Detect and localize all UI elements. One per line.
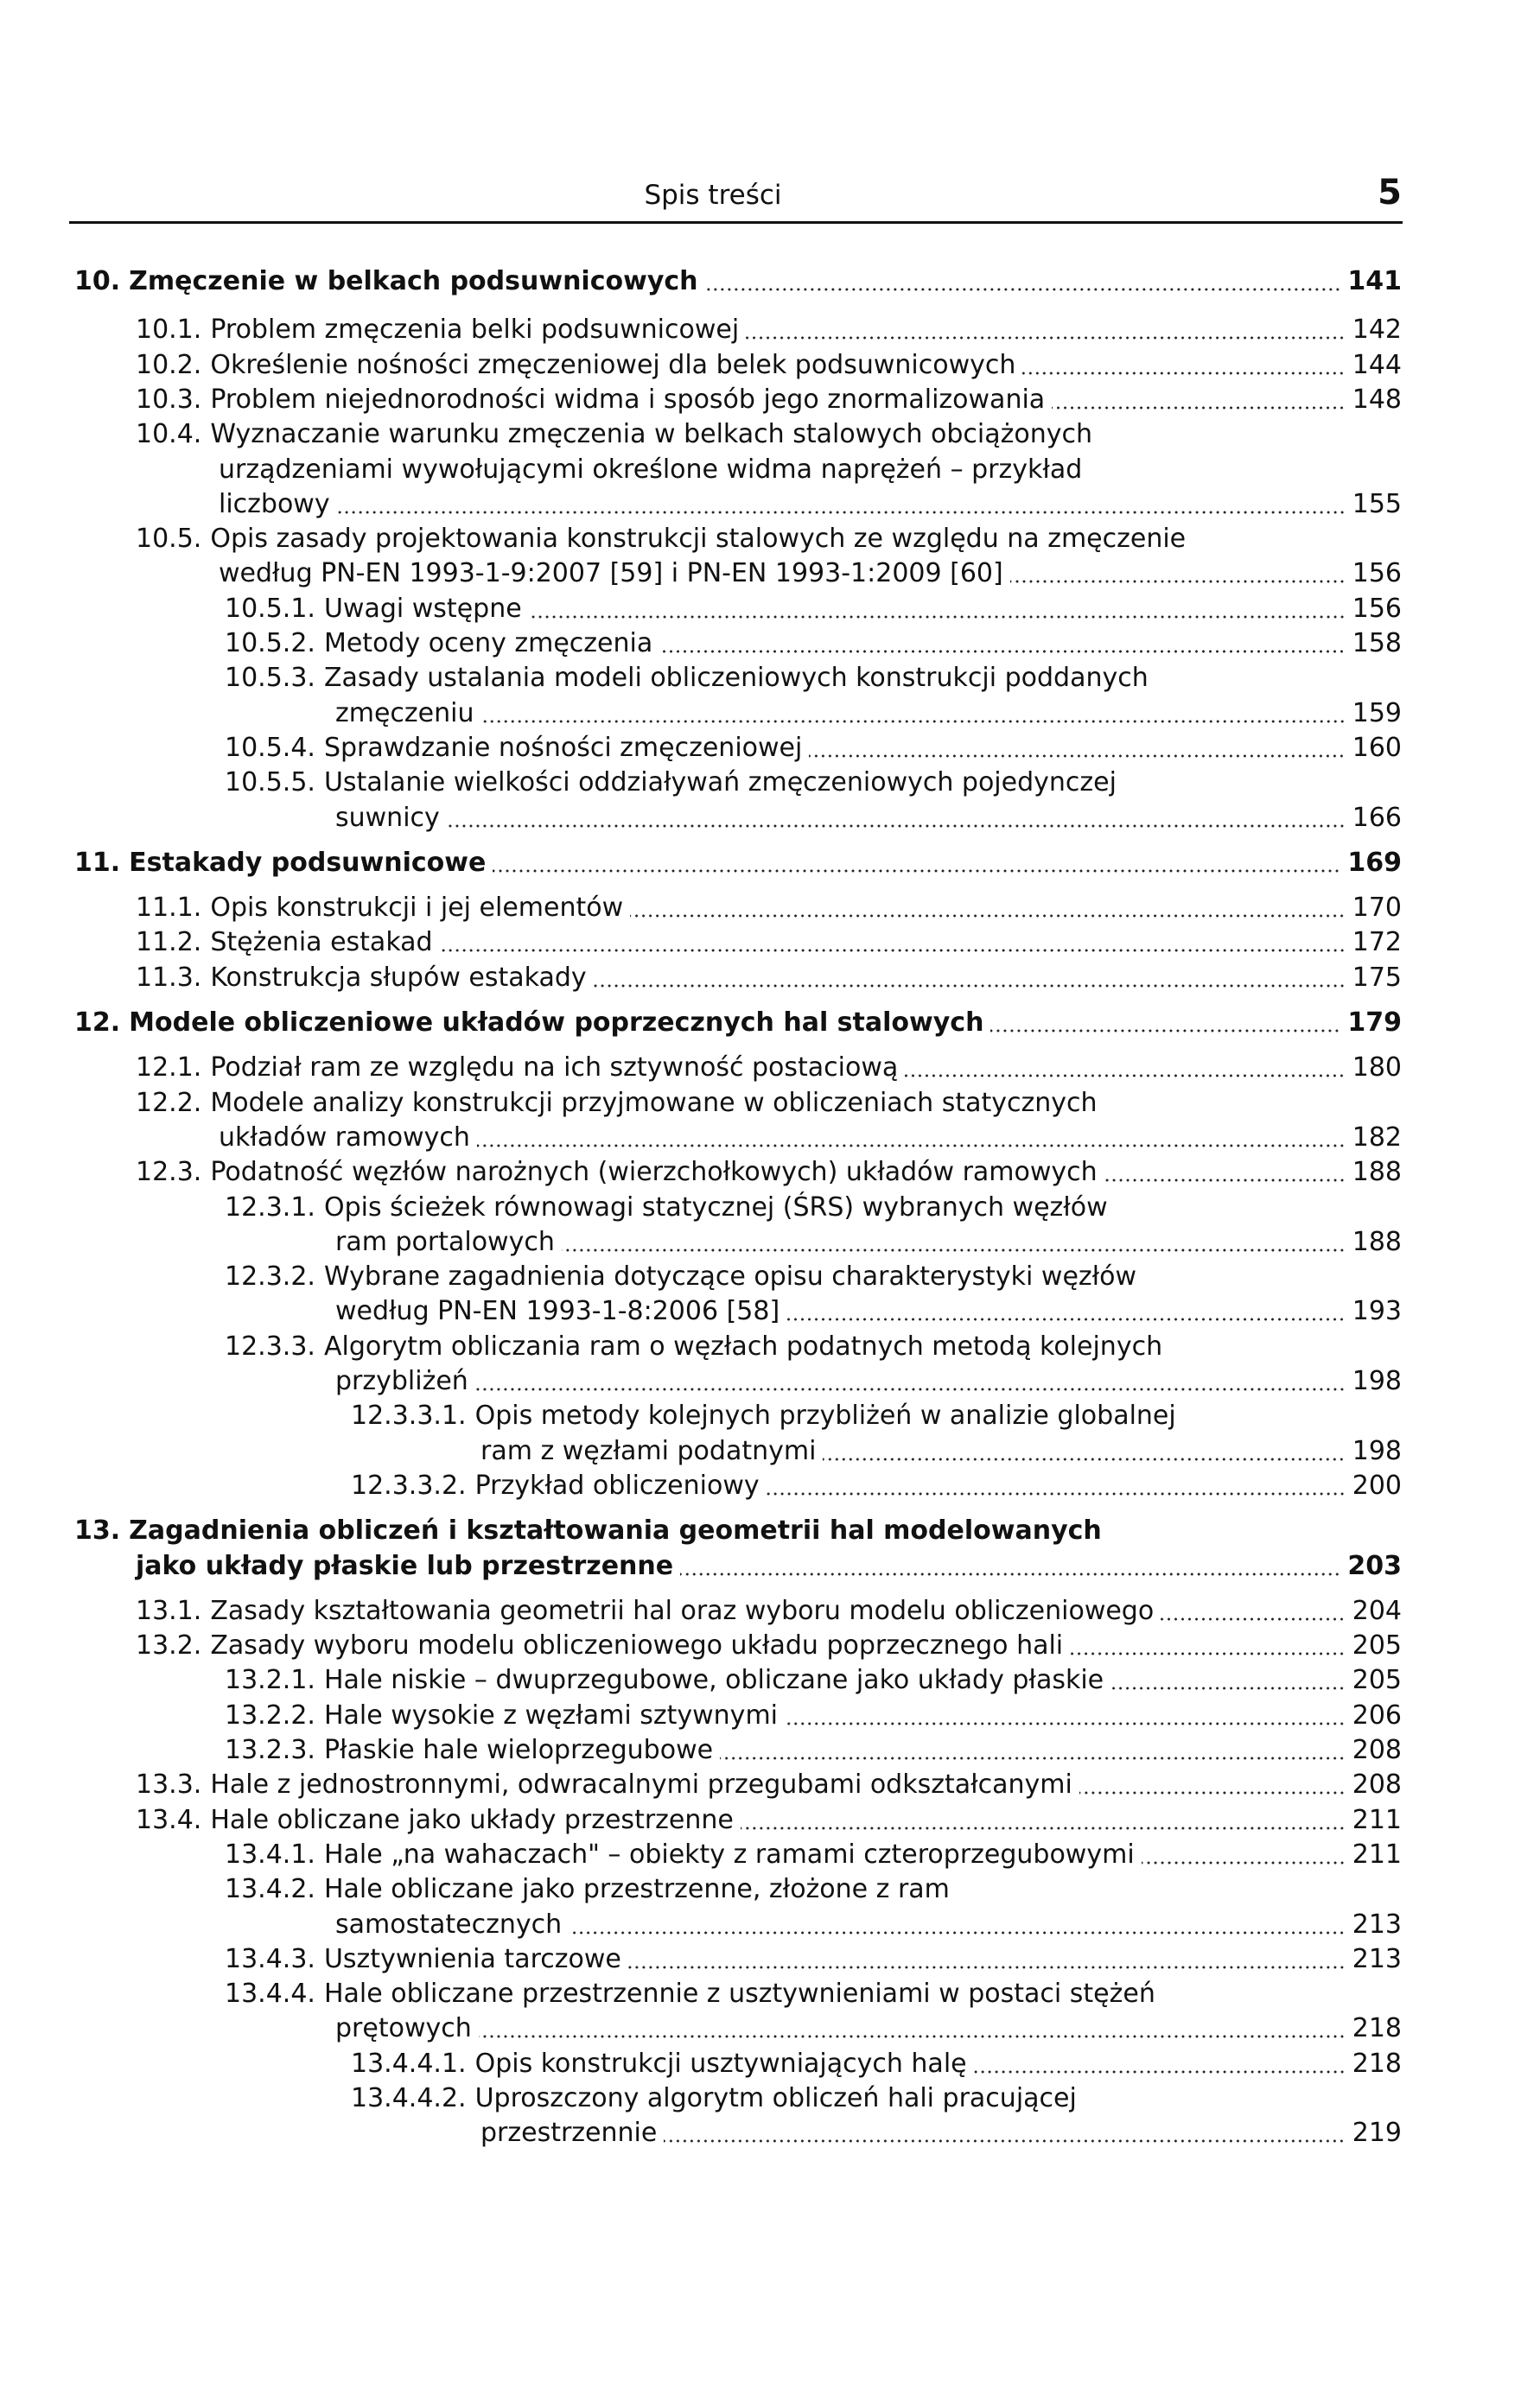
toc-entry-page: 170	[1352, 893, 1402, 924]
toc-entry-number: 12.3.2.	[225, 1261, 315, 1293]
dot-leader	[974, 2070, 1346, 2074]
toc-entry-number: 11.2.	[136, 927, 202, 958]
toc-entry	[225, 766, 1402, 800]
toc-entry	[136, 925, 1402, 960]
toc-entry-title: Sprawdzanie nośności zmęczeniowej	[323, 732, 803, 763]
dot-leader	[786, 1318, 1346, 1321]
toc-entry-number: 12.	[74, 1007, 121, 1038]
dot-leader	[337, 511, 1346, 514]
toc-entry	[335, 696, 1402, 731]
toc-entry-number: 10.	[74, 266, 121, 296]
toc-entry-title: prętowych	[335, 2013, 472, 2044]
toc-entry-title: Konstrukcja słupów estakady	[210, 962, 587, 993]
toc-entry-title: Płaskie hale wieloprzegubowe	[323, 1735, 714, 1765]
toc-entry-title: Metody oceny zmęczenia	[323, 628, 653, 658]
toc-entry	[225, 1260, 1402, 1294]
toc-entry	[480, 1434, 1402, 1469]
toc-entry-page: 156	[1352, 593, 1402, 624]
header-rule	[69, 221, 1403, 224]
toc-entry-page: 148	[1352, 384, 1402, 415]
toc-entry-title: zmęczeniu	[335, 697, 474, 728]
toc-entry-number: 13.2.	[136, 1630, 202, 1661]
toc-entry	[136, 1051, 1402, 1085]
toc-entry-title: Stężenia estakad	[210, 927, 433, 958]
toc-entry-title: Opis konstrukcji usztywniających halę	[474, 2048, 967, 2079]
dot-leader	[705, 288, 1341, 291]
dot-leader	[1022, 372, 1345, 375]
toc-entry-number: 13.4.4.2.	[351, 2083, 467, 2113]
toc-entry-number: 13.4.3.	[225, 1943, 315, 1974]
toc-entry-page: 188	[1352, 1157, 1402, 1188]
dot-leader	[741, 1827, 1346, 1830]
toc-entry	[351, 1469, 1402, 1503]
toc-entry-page: 141	[1347, 266, 1402, 296]
page-number: 5	[1378, 173, 1402, 213]
toc-entry-number: 10.2.	[136, 349, 202, 380]
toc-entry-page: 211	[1352, 1839, 1402, 1870]
toc-entry-title: Opis ścieżek równowagi statycznej (ŚRS) wybranych węzłów	[323, 1191, 1108, 1223]
toc-entry-title: według PN-EN 1993-1-9:2007 [59] i PN-EN 1993-1:2009 [60]	[219, 558, 1003, 589]
toc-entry	[225, 1330, 1402, 1364]
toc-entry	[225, 1838, 1402, 1872]
dot-leader	[628, 1966, 1346, 1969]
toc-entry	[136, 1549, 1402, 1584]
toc-entry	[351, 1399, 1402, 1433]
toc-entry-number: 11.1.	[136, 893, 202, 924]
dot-leader	[493, 869, 1340, 873]
toc-entry	[74, 846, 1402, 880]
toc-entry	[225, 592, 1402, 626]
toc-entry-page: 156	[1352, 558, 1402, 589]
dot-leader	[481, 720, 1346, 723]
toc-entry-title: Uproszczony algorytm obliczeń hali pracującej	[474, 2083, 1077, 2113]
toc-entry-page: 175	[1352, 962, 1402, 993]
toc-entry-title: Wybrane zagadnienia dotyczące opisu charakterystyki węzłów	[323, 1261, 1137, 1293]
toc-entry-page: 205	[1352, 1665, 1402, 1696]
dot-leader	[477, 1144, 1346, 1147]
dot-leader	[1052, 406, 1346, 410]
toc-entry	[351, 2047, 1402, 2081]
toc-entry-title: Hale obliczane przestrzennie z usztywnieniami w postaci stężeń	[323, 1979, 1155, 2010]
toc-entry	[136, 383, 1402, 417]
toc-entry-title: Estakady podsuwnicowe	[129, 847, 487, 878]
toc-entry-title: Zmęczenie w belkach podsuwnicowych	[129, 266, 698, 296]
dot-leader	[1142, 1861, 1346, 1865]
dot-leader	[809, 754, 1345, 758]
toc-entry-page: 198	[1352, 1435, 1402, 1466]
toc-entry	[136, 1629, 1402, 1663]
toc-entry	[136, 1086, 1402, 1121]
toc-entry-number: 12.3.1.	[225, 1191, 315, 1223]
toc-entry-number: 13.4.4.1.	[351, 2048, 467, 2079]
toc-entry	[136, 1155, 1402, 1190]
toc-entry-number: 12.3.3.1.	[351, 1401, 467, 1432]
toc-entry-title: Zasady kształtowania geometrii hal oraz wyboru modelu obliczeniowego	[210, 1595, 1155, 1626]
dot-leader	[680, 1573, 1340, 1576]
toc-entry	[225, 661, 1402, 696]
dot-leader	[720, 1757, 1346, 1760]
toc-entry-number: 13.3.	[136, 1769, 202, 1801]
toc-entry-title: Podatność węzłów narożnych (wierzchołkowych) układów ramowych	[210, 1157, 1098, 1188]
toc-entry-number: 13.4.4.	[225, 1979, 315, 2010]
toc-entry-title: Zasady ustalania modeli obliczeniowych konstrukcji poddanych	[323, 663, 1149, 694]
toc-entry-title: samostatecznych	[335, 1909, 563, 1940]
toc-entry-title: układów ramowych	[219, 1121, 470, 1153]
dot-leader	[447, 824, 1346, 828]
toc-entry	[136, 417, 1402, 452]
toc-entry-page: 198	[1352, 1366, 1402, 1396]
toc-entry-page: 213	[1352, 1909, 1402, 1940]
toc-entry	[74, 1006, 1402, 1040]
toc-entry	[225, 1977, 1402, 2011]
toc-entry-title: Określenie nośności zmęczeniowej dla belek podsuwnicowych	[210, 349, 1016, 380]
dot-leader	[785, 1722, 1346, 1725]
dot-leader	[664, 2139, 1345, 2143]
toc-entry-page: 180	[1352, 1052, 1402, 1083]
toc-entry-page: 188	[1352, 1226, 1402, 1257]
toc-entry-title: Uwagi wstępne	[323, 593, 522, 624]
toc-entry	[225, 1872, 1402, 1907]
toc-entry-title: Algorytm obliczania ram o węzłach podatnych metodą kolejnych	[323, 1331, 1163, 1362]
toc-entry	[335, 1294, 1402, 1329]
dot-leader	[1079, 1791, 1346, 1795]
toc-entry-page: 169	[1347, 847, 1402, 878]
toc-entry-number: 10.5.3.	[225, 663, 315, 694]
toc-entry	[136, 891, 1402, 925]
toc-entry-page: 179	[1347, 1007, 1402, 1038]
toc-entry-number: 12.1.	[136, 1052, 202, 1083]
toc-entry	[74, 264, 1402, 299]
toc-entry	[225, 1663, 1402, 1698]
toc-entry-title: Modele analizy konstrukcji przyjmowane w obliczeniach statycznych	[210, 1087, 1098, 1118]
dot-leader	[1070, 1652, 1346, 1655]
toc-entry-page: 193	[1352, 1296, 1402, 1327]
toc-entry-title: liczbowy	[219, 488, 330, 519]
toc-entry-page: 211	[1352, 1804, 1402, 1835]
toc-entry	[335, 1225, 1402, 1260]
toc-entry-title: Wyznaczanie warunku zmęczenia w belkach stalowych obciążonych	[210, 419, 1092, 450]
toc-entry-title: jako układy płaskie lub przestrzenne	[136, 1550, 674, 1581]
dot-leader	[990, 1029, 1340, 1032]
dot-leader	[1010, 580, 1346, 583]
toc-entry	[136, 313, 1402, 347]
toc-entry	[136, 348, 1402, 383]
toc-entry	[351, 2081, 1402, 2116]
dot-leader	[479, 2035, 1346, 2038]
toc-entry	[136, 1594, 1402, 1629]
toc-entry-number: 11.	[74, 847, 121, 878]
toc-entry-number: 13.2.1.	[225, 1665, 315, 1696]
toc-entry	[219, 487, 1402, 522]
toc-entry-number: 13.4.2.	[225, 1874, 315, 1905]
toc-entry-title: według PN-EN 1993-1-8:2006 [58]	[335, 1296, 780, 1327]
dot-leader	[475, 1388, 1346, 1391]
toc-entry-page: 213	[1352, 1943, 1402, 1974]
dot-leader	[594, 984, 1346, 988]
toc-entry-page: 172	[1352, 927, 1402, 958]
toc-entry-title: Problem zmęczenia belki podsuwnicowej	[210, 315, 740, 346]
toc-entry	[225, 1699, 1402, 1733]
toc-entry	[225, 1191, 1402, 1225]
toc-entry	[335, 1908, 1402, 1942]
toc-entry-title: ram portalowych	[335, 1226, 555, 1257]
toc-entry-title: suwnicy	[335, 802, 440, 833]
running-header-title: Spis treści	[644, 180, 782, 211]
dot-leader	[1104, 1179, 1346, 1182]
toc-entry-number: 13.2.2.	[225, 1700, 315, 1731]
toc-entry	[225, 731, 1402, 766]
toc-entry-page: 219	[1352, 2118, 1402, 2149]
toc-entry-number: 13.4.	[136, 1804, 202, 1835]
toc-entry-title: Usztywnienia tarczowe	[323, 1943, 621, 1974]
toc-entry-page: 208	[1352, 1735, 1402, 1765]
dot-leader	[659, 650, 1346, 653]
toc-entry	[136, 1768, 1402, 1802]
toc-entry-number: 10.5.5.	[225, 767, 315, 798]
toc-entry	[335, 2011, 1402, 2046]
toc-entry-number: 10.3.	[136, 384, 202, 415]
toc-entry-page: 203	[1347, 1550, 1402, 1581]
toc-entry-title: Hale obliczane jako przestrzenne, złożone z ram	[323, 1874, 950, 1905]
toc-entry	[225, 1942, 1402, 1977]
dot-leader	[562, 1248, 1346, 1252]
toc-entry-title: Hale obliczane jako układy przestrzenne	[210, 1804, 734, 1835]
toc-entry-title: Hale „na wahaczach" – obiekty z ramami czteroprzegubowymi	[323, 1839, 1135, 1870]
toc-entry-number: 12.3.	[136, 1157, 202, 1188]
toc-entry-number: 13.1.	[136, 1595, 202, 1626]
toc-entry-title: Ustalanie wielkości oddziaływań zmęczeniowych pojedynczej	[323, 767, 1117, 798]
toc-entry-title: Hale niskie – dwuprzegubowe, obliczane jako układy płaskie	[323, 1665, 1104, 1696]
toc-entry-title: urządzeniami wywołującymi określone widma naprężeń – przykład	[219, 454, 1083, 485]
toc-entry-number: 12.3.3.	[225, 1331, 315, 1362]
toc-entry-number: 13.2.3.	[225, 1735, 315, 1765]
toc-entry-title: Opis zasady projektowania konstrukcji stalowych ze względu na zmęczenie	[210, 524, 1187, 555]
toc-entry-title: Hale z jednostronnymi, odwracalnymi przegubami odkształcanymi	[210, 1769, 1072, 1801]
toc-entry-title: przestrzennie	[480, 2118, 658, 2149]
toc-entry-page: 160	[1352, 732, 1402, 763]
toc-entry-number: 10.5.1.	[225, 593, 315, 624]
toc-entry-page: 204	[1352, 1595, 1402, 1626]
toc-entry-page: 142	[1352, 315, 1402, 346]
toc-entry	[225, 626, 1402, 661]
toc-entry	[335, 801, 1402, 835]
dot-leader	[529, 615, 1346, 619]
toc-entry-page: 205	[1352, 1630, 1402, 1661]
toc-entry-title: Modele obliczeniowe układów poprzecznych hal stalowych	[129, 1007, 984, 1038]
toc-entry-page: 206	[1352, 1700, 1402, 1731]
dot-leader	[440, 949, 1346, 952]
dot-leader	[905, 1074, 1345, 1077]
toc-entry-title: Problem niejednorodności widma i sposób jego znormalizowania	[210, 384, 1046, 415]
toc-entry-title: przybliżeń	[335, 1366, 468, 1396]
dot-leader	[630, 914, 1346, 918]
toc-entry-number: 13.4.1.	[225, 1839, 315, 1870]
toc-entry-page: 208	[1352, 1769, 1402, 1801]
toc-entry-page: 155	[1352, 488, 1402, 519]
toc-entry-number: 10.1.	[136, 315, 202, 346]
dot-leader	[569, 1931, 1346, 1935]
toc-entry-title: Podział ram ze względu na ich sztywność postaciową	[210, 1052, 899, 1083]
toc-entry	[136, 961, 1402, 995]
toc-entry	[225, 1733, 1402, 1768]
toc-entry-page: 159	[1352, 697, 1402, 728]
toc-entry-title: Przykład obliczeniowy	[474, 1470, 760, 1501]
toc-entry	[335, 1364, 1402, 1399]
toc-entry-number: 10.5.	[136, 524, 202, 555]
dot-leader	[767, 1492, 1346, 1496]
dot-leader	[746, 336, 1346, 340]
toc-entry-page: 200	[1352, 1470, 1402, 1501]
toc-entry-page: 166	[1352, 802, 1402, 833]
toc-entry-title: Opis konstrukcji i jej elementów	[210, 893, 624, 924]
toc-entry-title: Zagadnienia obliczeń i kształtowania geometrii hal modelowanych	[129, 1515, 1102, 1547]
dot-leader	[1161, 1617, 1346, 1621]
toc-entry	[219, 453, 1402, 487]
dot-leader	[823, 1458, 1345, 1461]
toc-entry-page: 218	[1352, 2013, 1402, 2044]
toc-entry	[136, 1803, 1402, 1838]
toc-entry	[219, 556, 1402, 591]
toc-entry	[136, 522, 1402, 556]
toc-entry-number: 12.2.	[136, 1087, 202, 1118]
toc-entry-number: 10.5.2.	[225, 628, 315, 658]
toc-entry-number: 12.3.3.2.	[351, 1470, 467, 1501]
toc-entry-number: 11.3.	[136, 962, 202, 993]
toc-entry-number: 10.4.	[136, 419, 202, 450]
toc-entry-title: Zasady wyboru modelu obliczeniowego układu poprzecznego hali	[210, 1630, 1064, 1661]
toc-entry-number: 10.5.4.	[225, 732, 315, 763]
dot-leader	[1110, 1687, 1346, 1690]
toc-entry-page: 144	[1352, 349, 1402, 380]
toc-entry	[74, 1514, 1402, 1548]
toc-entry-number: 13.	[74, 1515, 121, 1547]
toc-entry-page: 218	[1352, 2048, 1402, 2079]
toc-entry-page: 158	[1352, 628, 1402, 658]
toc-entry	[219, 1121, 1402, 1155]
toc-entry-page: 182	[1352, 1121, 1402, 1153]
toc-entry-title: Opis metody kolejnych przybliżeń w analizie globalnej	[474, 1401, 1176, 1432]
toc-entry-title: ram z węzłami podatnymi	[480, 1435, 817, 1466]
toc-entry-title: Hale wysokie z węzłami sztywnymi	[323, 1700, 778, 1731]
toc-entry	[480, 2116, 1402, 2151]
